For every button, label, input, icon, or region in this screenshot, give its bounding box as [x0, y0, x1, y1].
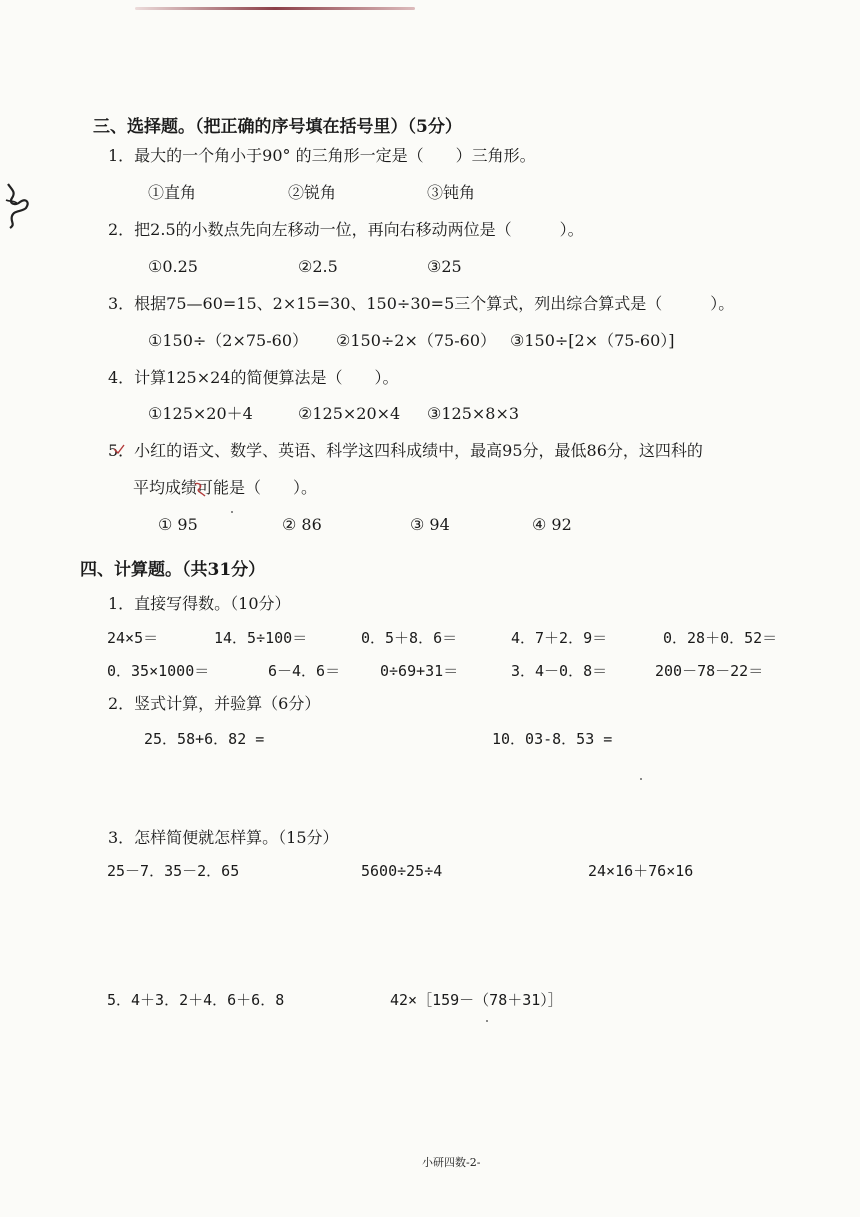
q5-option-3: ③ 94 [410, 515, 450, 534]
margin-scribble-icon [2, 180, 36, 230]
simplify-calc-2: 5600÷25÷4 [361, 862, 443, 880]
q5-option-1: ① 95 [158, 515, 198, 534]
q3-stem: 3．根据75—60=15、2×15=30、150÷30=5三个算式，列出综合算式是（ ）。 [108, 294, 735, 313]
q3-option-1: ①150÷（2×75-60） [148, 331, 309, 350]
speck [486, 1020, 488, 1022]
red-pen-tick-icon [113, 444, 125, 454]
mental-calc-6: 0．35×1000＝ [107, 662, 210, 680]
vertical-calc-2: 10．03-8．53 = [492, 730, 613, 748]
q4-option-2: ②125×20×4 [298, 404, 401, 423]
part3-title: 3．怎样简便就怎样算。（15分） [108, 828, 339, 847]
mental-calc-8: 0÷69+31＝ [380, 662, 459, 680]
section4-heading: 四、计算题。（共31分） [80, 560, 266, 580]
q1-stem: 1．最大的一个角小于90° 的三角形一定是（ ）三角形。 [108, 146, 536, 165]
simplify-calc-5: 42×［159－（78＋31）］ [390, 991, 563, 1009]
q4-option-3: ③125×8×3 [427, 404, 520, 423]
mental-calc-3: 0．5＋8．6＝ [361, 629, 458, 647]
q1-option-3: ③钝角 [427, 183, 476, 202]
part1-title: 1．直接写得数。（10分） [108, 594, 291, 613]
mental-calc-10: 200－78－22＝ [655, 662, 764, 680]
q5-stem-line1: 5．小红的语文、数学、英语、科学这四科成绩中，最高95分，最低86分，这四科的 [108, 441, 703, 460]
mental-calc-1: 24×5＝ [107, 629, 159, 647]
q2-option-2: ②2.5 [298, 257, 338, 276]
section3-heading: 三、选择题。（把正确的序号填在括号里）（5分） [93, 117, 462, 137]
mental-calc-2: 14．5÷100＝ [214, 629, 308, 647]
q3-option-2: ②150÷2×（75-60） [336, 331, 497, 350]
red-pen-mark-icon [193, 480, 207, 498]
part2-title: 2．竖式计算，并验算（6分） [108, 694, 321, 713]
mental-calc-9: 3．4－0．8＝ [511, 662, 608, 680]
speck [640, 778, 642, 780]
mental-calc-5: 0．28＋0．52＝ [663, 629, 778, 647]
q1-option-2: ②锐角 [288, 183, 337, 202]
vertical-calc-1: 25．58+6．82 = [144, 730, 265, 748]
speck [231, 511, 233, 513]
simplify-calc-3: 24×16＋76×16 [588, 862, 694, 880]
q4-option-1: ①125×20＋4 [148, 404, 253, 423]
q2-stem: 2．把2.5的小数点先向左移动一位，再向右移动两位是（ ）。 [108, 220, 584, 239]
q5-option-4: ④ 92 [532, 515, 572, 534]
mental-calc-4: 4．7＋2．9＝ [511, 629, 608, 647]
simplify-calc-1: 25－7．35－2．65 [107, 862, 240, 880]
q5-option-2: ② 86 [282, 515, 322, 534]
q1-option-1: ①直角 [148, 183, 197, 202]
q2-option-1: ①0.25 [148, 257, 198, 276]
q4-stem: 4．计算125×24的简便算法是（ ）。 [108, 368, 399, 387]
q5-stem-line2: 平均成绩可能是（ ）。 [133, 478, 318, 497]
q2-option-3: ③25 [427, 257, 462, 276]
top-edge-mark [135, 7, 415, 10]
q3-option-3: ③150÷[2×（75-60）] [510, 331, 675, 350]
mental-calc-7: 6－4．6＝ [268, 662, 341, 680]
page-footer: 小研四数-2- [422, 1156, 481, 1169]
simplify-calc-4: 5．4＋3．2＋4．6＋6．8 [107, 991, 285, 1009]
